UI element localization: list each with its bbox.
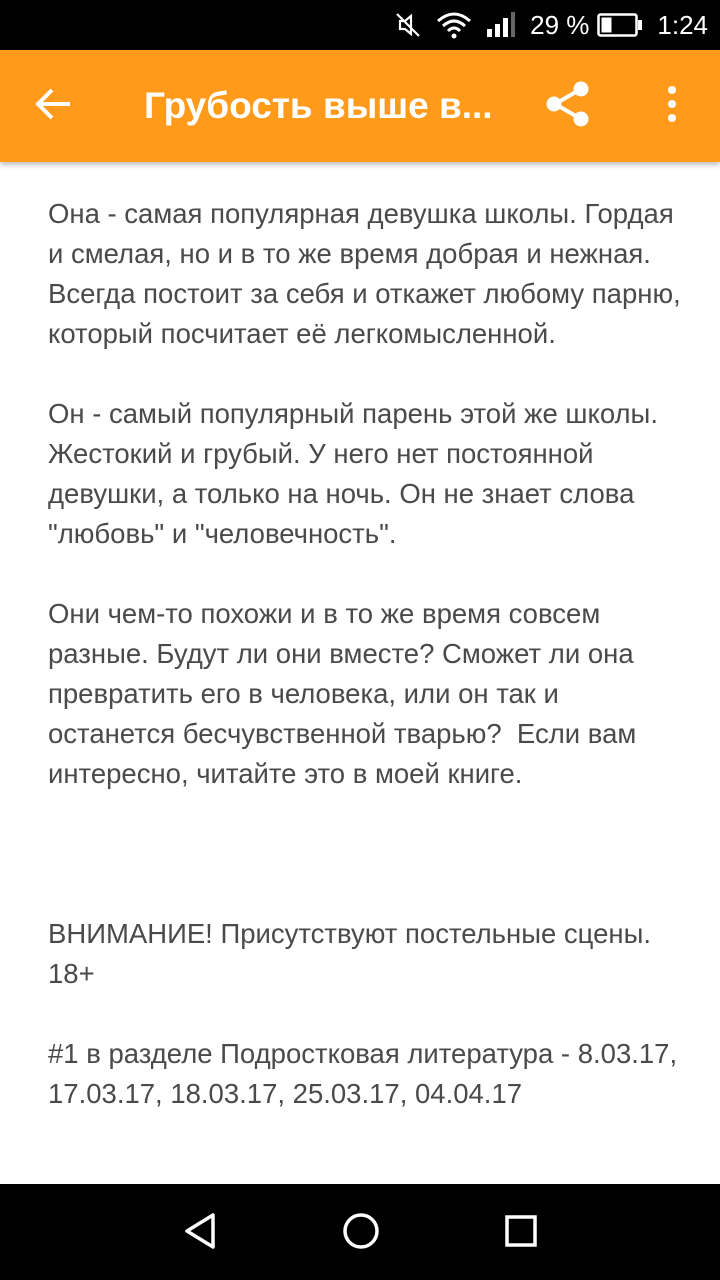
share-icon bbox=[543, 79, 593, 134]
more-options-button[interactable] bbox=[640, 74, 704, 138]
wifi-icon bbox=[436, 11, 472, 39]
signal-icon bbox=[486, 11, 516, 39]
recents-square-icon bbox=[501, 1211, 541, 1256]
app-bar bbox=[0, 50, 720, 162]
warning-paragraph: ВНИМАНИЕ! Присутствуют постельные сцены. 18+ bbox=[48, 918, 659, 989]
back-arrow-icon bbox=[34, 84, 74, 129]
home-circle-icon bbox=[341, 1211, 381, 1256]
ranking-paragraph: #1 в разделе Подростковая литература - 8.03.17, 17.03.17, 18.03.17, 25.03.17, 04.04.17 bbox=[48, 1038, 685, 1109]
nav-back-button[interactable] bbox=[166, 1198, 236, 1268]
book-description-scroll[interactable] bbox=[0, 162, 720, 1184]
back-button[interactable] bbox=[22, 74, 86, 138]
description-paragraph: Она - самая популярная девушка школы. Гордая и смелая, но и в то же время добрая и нежная. bbox=[48, 198, 682, 269]
navigation-bar bbox=[0, 1184, 720, 1280]
clock: 1:24 bbox=[657, 9, 708, 40]
description-paragraph: Он - самый популярный парень этой же школы. Жестокий и грубый. У него нет постоянной девушки, а только на ночь. Он не знает слова "любовь" и "человечность". bbox=[48, 398, 666, 549]
description-paragraph: Они чем-то похожи и в то же время совсем разные. Будут ли они вместе? Сможет ли она превратить его в человека, или он так и останется бесчувственной тварью? Если вам интересно, читайте это в моей книге. bbox=[48, 598, 644, 789]
share-button[interactable] bbox=[536, 74, 600, 138]
back-triangle-icon bbox=[181, 1211, 221, 1256]
mute-icon bbox=[394, 11, 422, 39]
battery-percent: 29 % bbox=[530, 9, 590, 40]
status-bar bbox=[0, 0, 720, 50]
nav-home-button[interactable] bbox=[326, 1198, 396, 1268]
nav-recents-button[interactable] bbox=[486, 1198, 556, 1268]
more-vert-icon bbox=[666, 84, 678, 129]
page-title: Грубость выше в... bbox=[144, 85, 493, 126]
book-description bbox=[48, 194, 688, 1114]
description-paragraph: Всегда постоит за себя и откажет любому парню, который посчитает её легкомысленной. bbox=[48, 278, 689, 349]
battery-icon bbox=[597, 12, 643, 38]
status-icons bbox=[394, 0, 708, 50]
